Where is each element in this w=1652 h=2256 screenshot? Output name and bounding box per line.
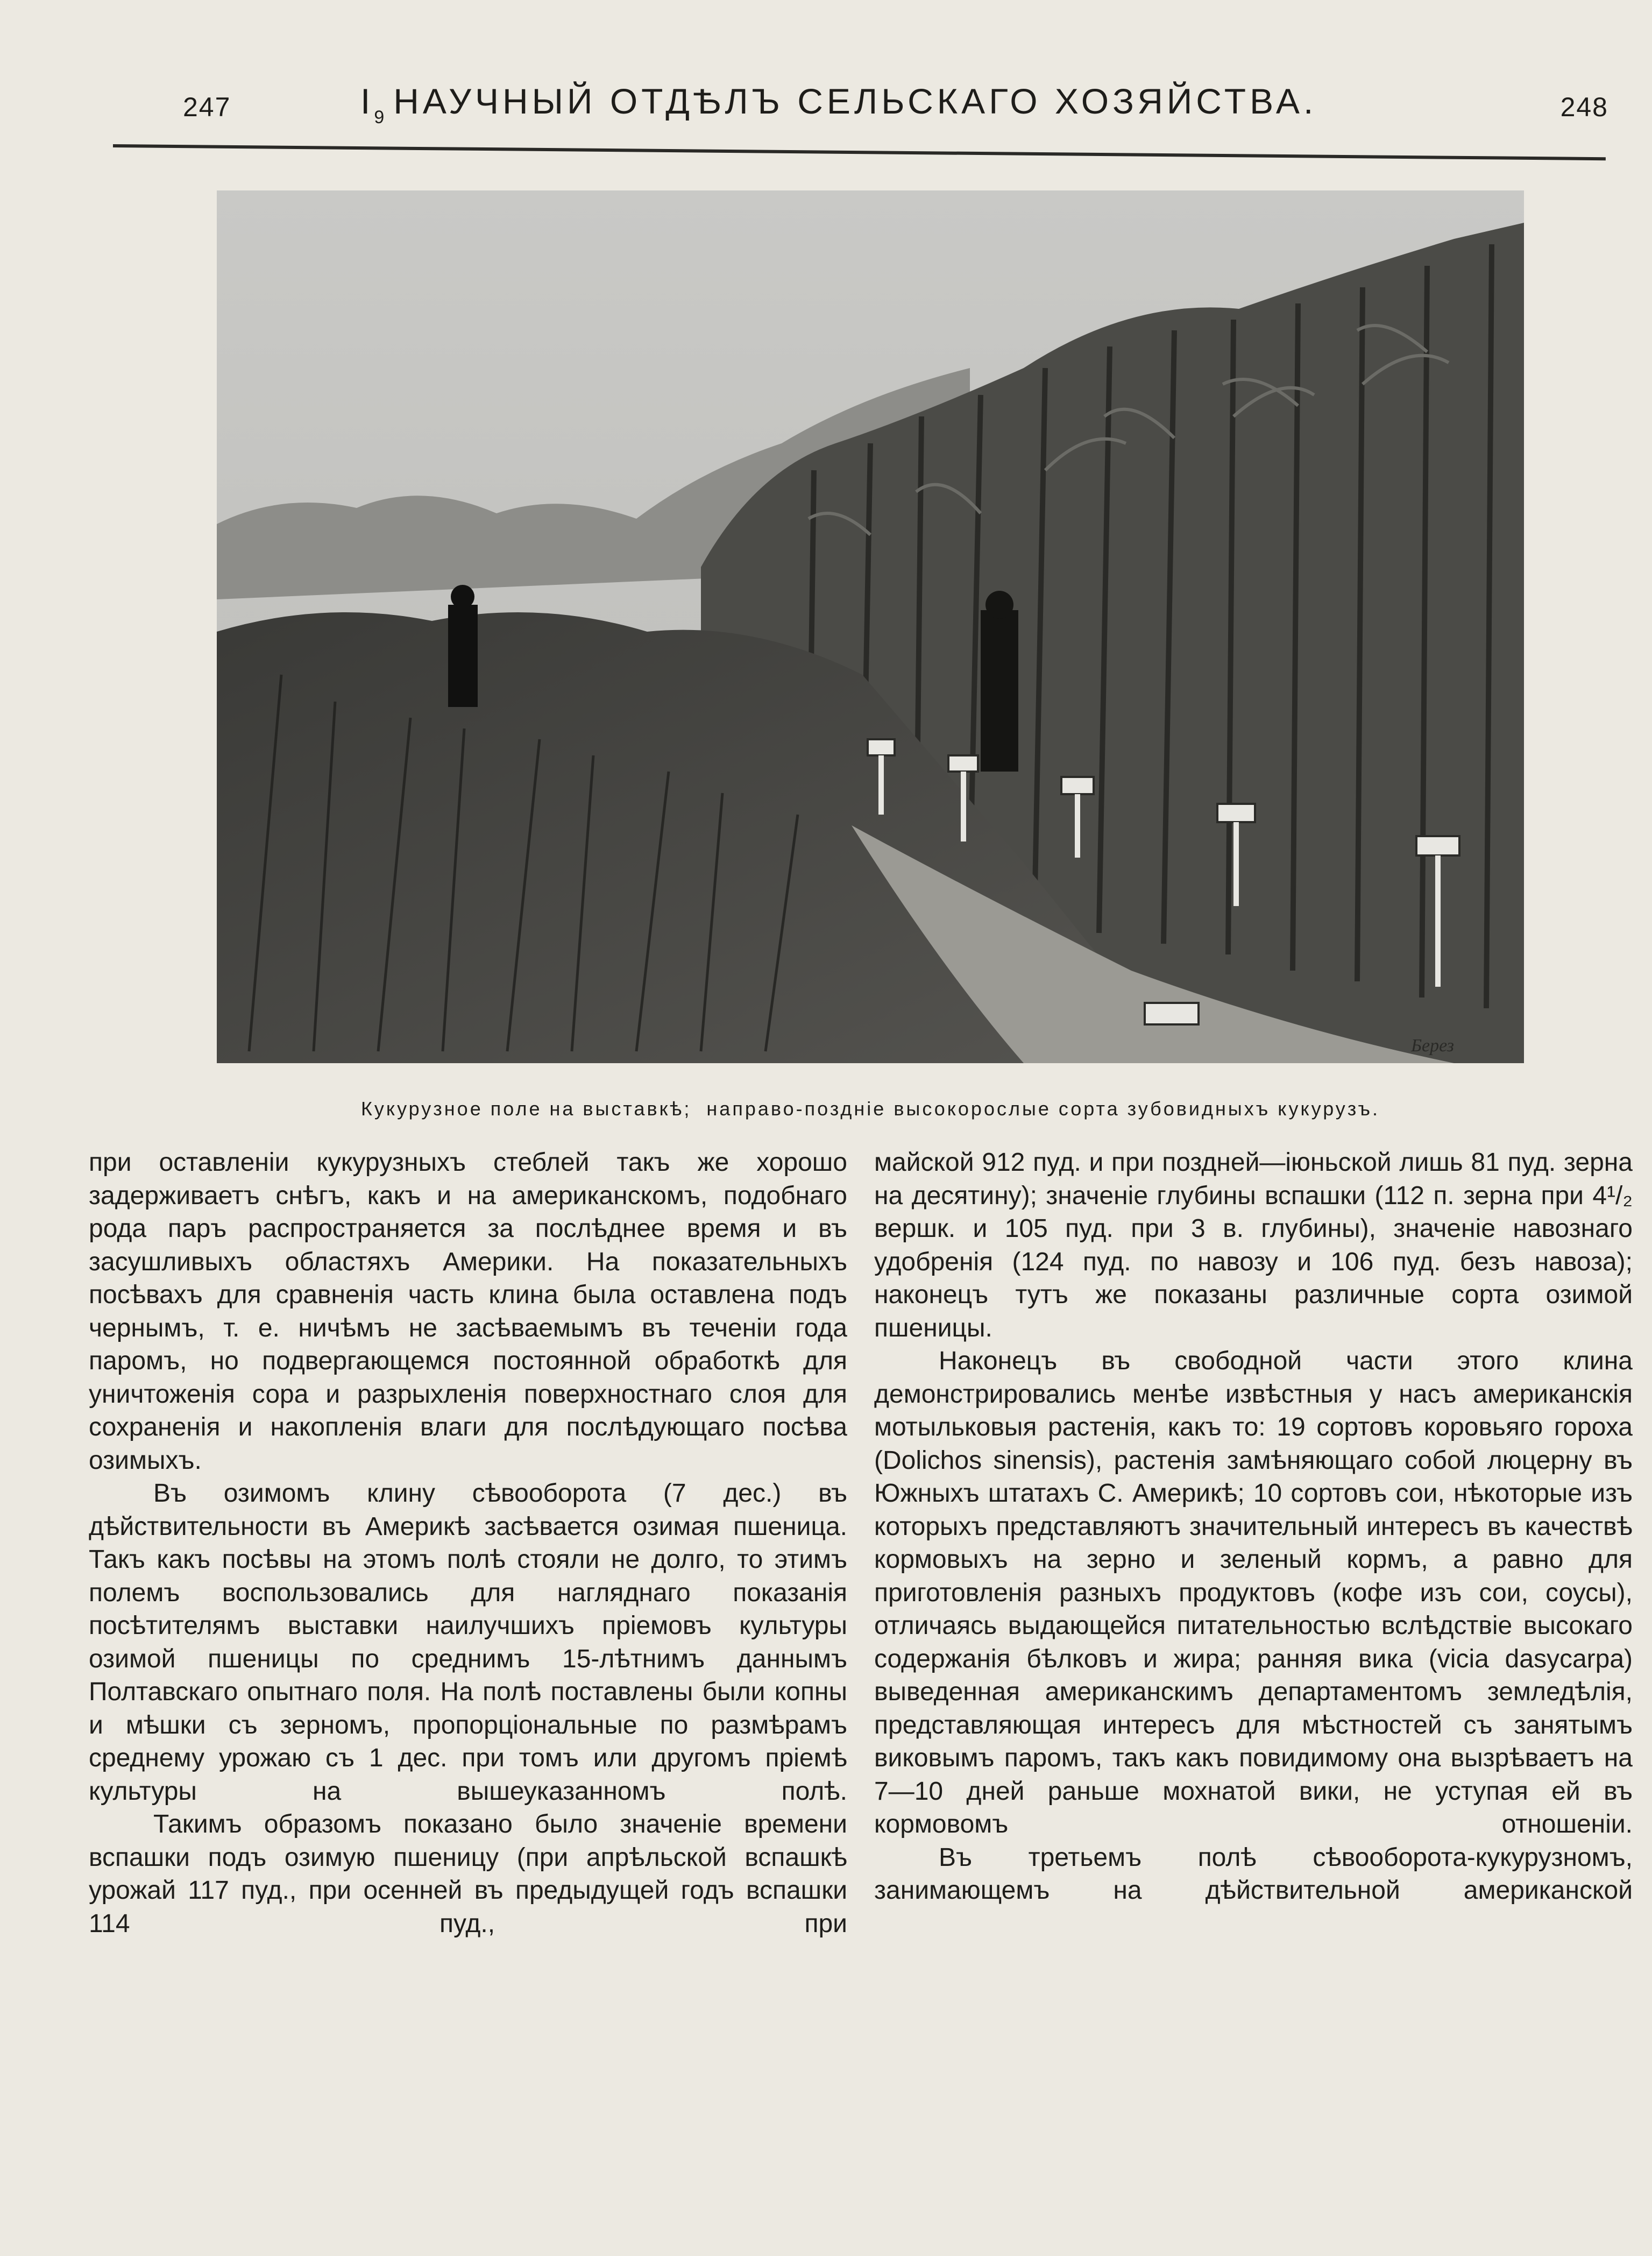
paragraph: Такимъ образомъ показано было значенiе времени вспашки подъ озимую пшеницу (при апрѣльской вспашкѣ урожай 117 пуд., при осенней въ предыдущей годъ вспашки 114 пуд., при <box>89 1810 847 1938</box>
text-column-left <box>89 1146 847 1940</box>
section-subscript: 9 <box>374 107 388 128</box>
paragraph: Наконецъ въ свободной части этого клина демонстрировались менѣе извѣстныя у насъ американскiя мотыльковыя растенiя, какъ то: 19 сортовъ коровьяго гороха (Dolichos sinensis), растенiя замѣняющаго собой люцерну въ Южныхъ штатахъ С. Америкѣ; 10 сортовъ сои, нѣкоторые изъ которыхъ представляютъ значительный интересъ въ качествѣ кормовыхъ на зерно и зеленый кормъ, а равно для приготовленiя разныхъ продуктовъ (кофе изъ сои, соусы), отличаясь выдающейся питательностью вслѣдствiе высокаго содержанiя бѣлковъ и жира; ранняя вика (vicia dasycarpa) выведенная американскимъ департаментомъ земледѣлiя, представляющая интересъ для мѣстностей съ занятымъ виковымъ паромъ, такъ какъ повидимому она вызрѣваетъ на 7—10 дней раньше мохнатой вики, не уступая ей въ кормовомъ отношенiи. <box>874 1347 1633 1838</box>
figure-caption: Кукурузное поле на выставкѣ; направо-позднiе высокорослые сорта зубовидныхъ кукурузъ. <box>360 1098 1380 1120</box>
text-column-right <box>874 1146 1633 1907</box>
cornfield-photo <box>217 190 1524 1063</box>
running-title <box>360 81 1317 128</box>
section-number: I <box>360 81 374 121</box>
running-title-text: НАУЧНЫЙ ОТДѢЛЪ СЕЛЬСКАГО ХОЗЯЙСТВА. <box>393 81 1317 121</box>
engraver-signature: Берез <box>1411 1036 1455 1056</box>
paragraph: майской 912 пуд. и при поздней—iюньской лишь 81 пуд. зерна на десятину); значенiе глубины вспашки (112 п. зерна при 4¹/₂ вершк. и 105 пуд. при 3 в. глубины), значенiе навознаго удобренiя (124 пуд. по навозу и 106 пуд. безъ навоза); наконецъ тутъ же показаны различные сорта озимой пшеницы. <box>874 1148 1633 1342</box>
page-header <box>113 81 1608 129</box>
paragraph: Въ третьемъ полѣ сѣвооборота-кукурузномъ, занимающемъ на дѣйствительной американской <box>874 1843 1633 1905</box>
header-rule <box>113 144 1606 160</box>
paragraph: при оставленiи кукурузныхъ стеблей такъ же хорошо задерживаетъ снѣгъ, какъ и на американскомъ, подобнаго рода паръ распространяется за послѣднее время и въ засушливыхъ областяхъ Америки. На показательныхъ посѣвахъ для сравненiя часть клина была оставлена подъ чернымъ, т. е. ничѣмъ не засѣваемымъ въ теченiи года паромъ, но подвергающемся постоянной обработкѣ для уничтоженiя сора и разрыхленiя поверхностнаго слоя для сохраненiя и накопленiя влаги для послѣдующаго посѣва озимыхъ. <box>89 1148 847 1475</box>
page-number-left: 247 <box>183 92 231 122</box>
paragraph: Въ озимомъ клину сѣвооборота (7 дес.) въ дѣйствительности въ Америкѣ засѣвается озимая пшеница. Такъ какъ посѣвы на этомъ полѣ стояли не долго, то этимъ полемъ воспользовались для нагляднаго показанiя посѣтителямъ выставки наилучшихъ прiемовъ культуры озимой пшеницы по среднимъ 15-лѣтнимъ даннымъ Полтавскаго опытнаго поля. На полѣ поставлены были копны и мѣшки съ зерномъ, пропорцiональные по размѣрамъ среднему урожаю съ 1 дес. при томъ или другомъ прiемѣ культуры на вышеуказанномъ полѣ. <box>89 1479 847 1806</box>
page-number-right: 248 <box>1560 92 1608 122</box>
